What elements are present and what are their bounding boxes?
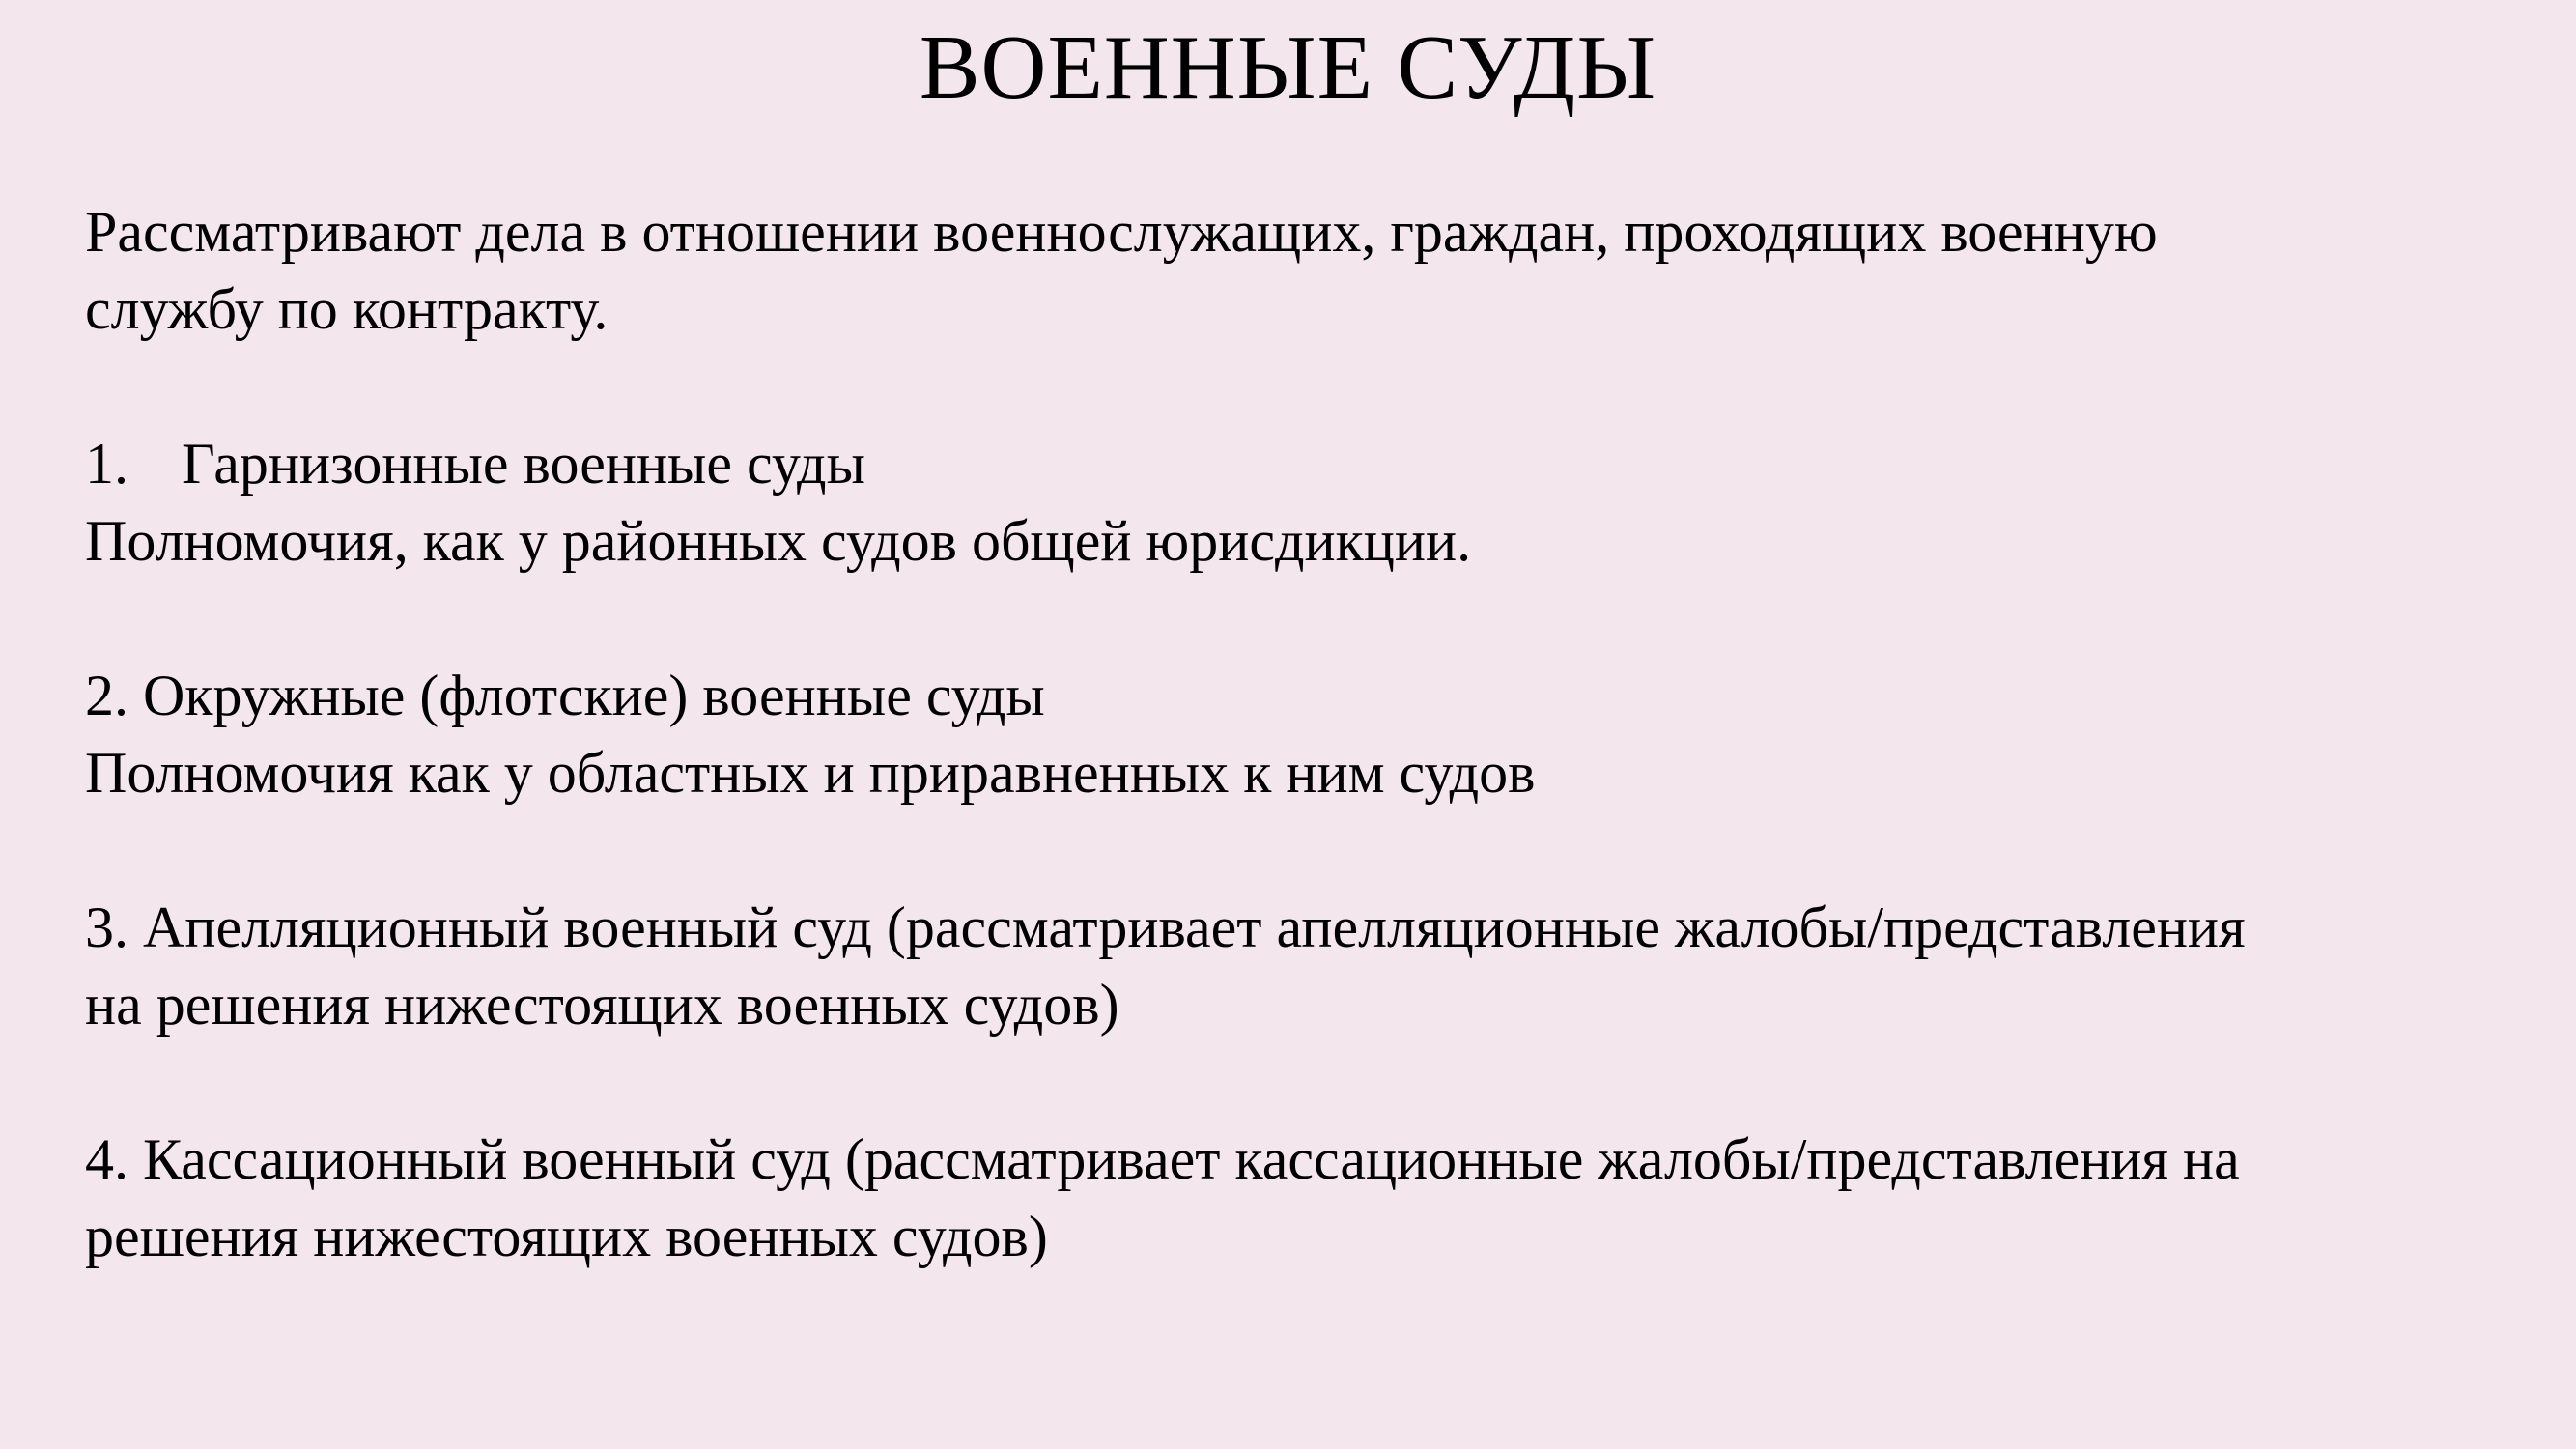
item-1-title: Гарнизонные военные суды xyxy=(182,432,865,496)
spacer xyxy=(85,348,2519,425)
item-3-line-1: 3. Апелляционный военный суд (рассматривает апелляционные жалобы/представления xyxy=(85,895,2246,959)
slide-body xyxy=(85,193,2519,1275)
spacer xyxy=(85,811,2519,889)
spacer xyxy=(85,1043,2519,1121)
item-2-heading: 2. Окружные (флотские) военные суды xyxy=(85,664,1045,727)
item-1-heading xyxy=(85,425,2519,502)
intro-line-1: Рассматривают дела в отношении военнослужащих, граждан, проходящих военную xyxy=(85,200,2158,264)
slide-title: ВОЕННЫЕ СУДЫ xyxy=(919,17,1657,118)
item-3-line-2: на решения нижестоящих военных судов) xyxy=(85,973,1119,1037)
item-1-description: Полномочия, как у районных судов общей юрисдикции. xyxy=(85,509,1472,573)
spacer xyxy=(85,580,2519,657)
item-1-number: 1. xyxy=(85,432,128,496)
item-4-line-2: решения нижестоящих военных судов) xyxy=(85,1205,1048,1268)
intro-line-2: службу по контракту. xyxy=(85,277,609,341)
item-4-line-1: 4. Кассационный военный суд (рассматривает кассационные жалобы/представления на xyxy=(85,1127,2240,1191)
item-2-description: Полномочия как у областных и приравненных к ним судов xyxy=(85,741,1536,805)
